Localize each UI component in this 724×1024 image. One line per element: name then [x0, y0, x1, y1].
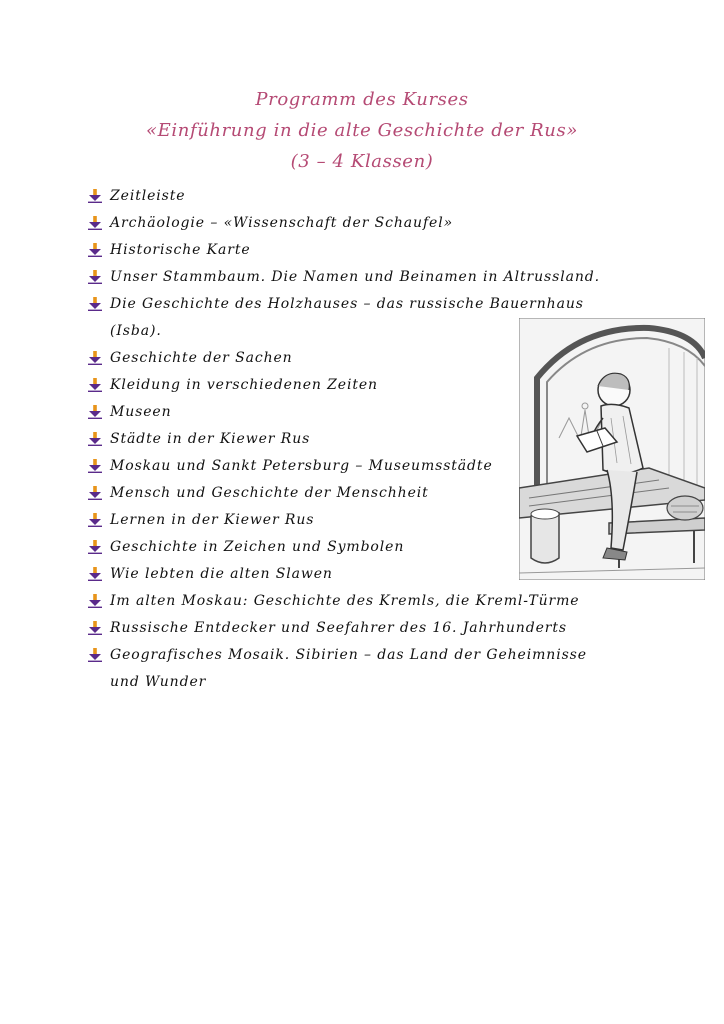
arrow-bullet-icon [88, 459, 102, 473]
arrow-bullet-icon [88, 648, 102, 662]
list-item-text: Die Geschichte des Holzhauses – das russische Bauernhaus [110, 296, 584, 312]
arrow-bullet-icon [88, 594, 102, 608]
boy-reading-illustration [519, 318, 705, 580]
arrow-bullet-icon [88, 216, 102, 230]
arrow-bullet-icon [88, 432, 102, 446]
arrow-bullet-icon [88, 621, 102, 635]
list-item-text: Museen [110, 404, 172, 420]
arrow-bullet-icon [88, 540, 102, 554]
list-item-text: Lernen in der Kiewer Rus [110, 512, 315, 528]
arrow-bullet-icon [88, 378, 102, 392]
list-item-text: Geschichte der Sachen [110, 350, 293, 366]
title-line-3: (3 – 4 Klassen) [290, 151, 434, 172]
arrow-bullet-icon [88, 405, 102, 419]
arrow-bullet-icon [88, 270, 102, 284]
arrow-bullet-icon [88, 297, 102, 311]
list-item-text: Unser Stammbaum. Die Namen und Beinamen in Altrussland. [110, 269, 600, 285]
list-item-text: und Wunder [110, 674, 207, 690]
arrow-bullet-icon [88, 567, 102, 581]
list-item-text: Mensch und Geschichte der Menschheit [110, 485, 429, 501]
list-item-text: Im alten Moskau: Geschichte des Kremls, die Kreml-Türme [110, 593, 580, 609]
arrow-bullet-icon [88, 189, 102, 203]
title-line-1: Programm des Kurses [255, 89, 469, 110]
list-item [88, 642, 648, 696]
list-item-text: Geschichte in Zeichen und Symbolen [110, 539, 405, 555]
list-item-text: Kleidung in verschiedenen Zeiten [110, 377, 378, 393]
list-item-text: (Isba). [110, 323, 162, 339]
list-item-text: Moskau und Sankt Petersburg – Museumsstädte [110, 458, 493, 474]
list-item-text: Wie lebten die alten Slawen [110, 566, 333, 582]
arrow-bullet-icon [88, 486, 102, 500]
course-title [0, 84, 724, 177]
arrow-bullet-icon [88, 513, 102, 527]
title-line-2: «Einführung in die alte Geschichte der Rus» [146, 120, 578, 141]
list-item-text: Archäologie – «Wissenschaft der Schaufel» [110, 215, 454, 231]
list-item [88, 183, 648, 210]
list-item [88, 588, 648, 615]
list-item [88, 210, 648, 237]
list-item [88, 237, 648, 264]
list-item-text: Städte in der Kiewer Rus [110, 431, 311, 447]
list-item-text: Russische Entdecker und Seefahrer des 16. Jahrhunderts [110, 620, 567, 636]
list-item [88, 615, 648, 642]
list-item-text: Geografisches Mosaik. Sibirien – das Land der Geheimnisse [110, 647, 587, 663]
list-item [88, 264, 648, 291]
arrow-bullet-icon [88, 243, 102, 257]
list-item-text: Historische Karte [110, 242, 251, 258]
arrow-bullet-icon [88, 351, 102, 365]
list-item-text: Zeitleiste [110, 188, 186, 204]
